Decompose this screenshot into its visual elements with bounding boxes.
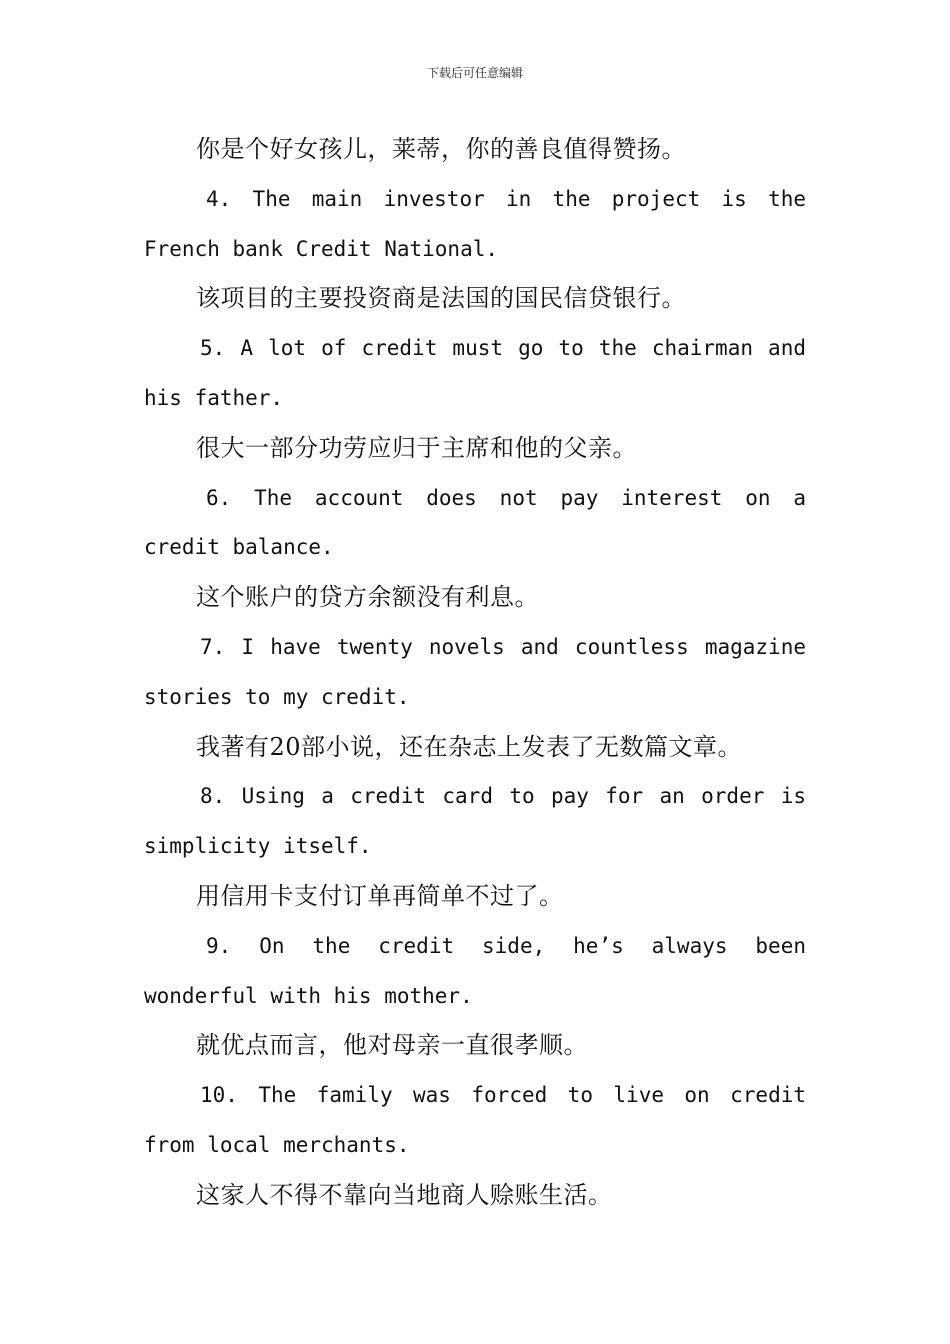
example-sentence-9: 9. On the credit side, he’s always been (206, 933, 806, 958)
example-sentence-6-cont: credit balance. (144, 535, 334, 560)
example-sentence-6: 6. The account does not pay interest on a (206, 485, 806, 510)
example-sentence-8: 8. Using a credit card to pay for an order is (200, 784, 806, 809)
example-sentence-8-cont: simplicity itself. (144, 834, 372, 859)
example-sentence-9-cont: wonderful with his mother. (144, 983, 473, 1008)
example-sentence-4: 4. The main investor in the project is the (206, 186, 806, 211)
translation-line: 就优点而言，他对母亲一直很孝顺。 (196, 1031, 588, 1060)
translation-line: 该项目的主要投资商是法国的国民信贷银行。 (196, 284, 686, 313)
translation-line: 用信用卡支付订单再简单不过了。 (196, 881, 564, 910)
translation-line: 我著有20部小说，还在杂志上发表了无数篇文章。 (196, 732, 743, 761)
translation-line: 你是个好女孩儿，莱蒂，你的善良值得赞扬。 (196, 135, 686, 163)
document-body (144, 125, 806, 1221)
example-sentence-10-cont: from local merchants. (144, 1132, 410, 1157)
page-header: 下载后可任意编辑 (426, 66, 523, 80)
example-sentence-7-cont: stories to my credit. (144, 684, 410, 709)
example-sentence-4-cont: French bank Credit National. (144, 236, 499, 261)
example-sentence-7: 7. I have twenty novels and countless magazine (200, 634, 806, 659)
example-sentence-5-cont: his father. (144, 385, 284, 410)
example-sentence-5: 5. A lot of credit must go to the chairman and (200, 336, 806, 361)
translation-line: 这家人不得不靠向当地商人赊账生活。 (196, 1180, 613, 1209)
translation-line: 这个账户的贷方余额没有利息。 (196, 583, 539, 612)
translation-line: 很大一部分功劳应归于主席和他的父亲。 (196, 433, 637, 462)
example-sentence-10: 10. The family was forced to live on credit (200, 1083, 806, 1108)
